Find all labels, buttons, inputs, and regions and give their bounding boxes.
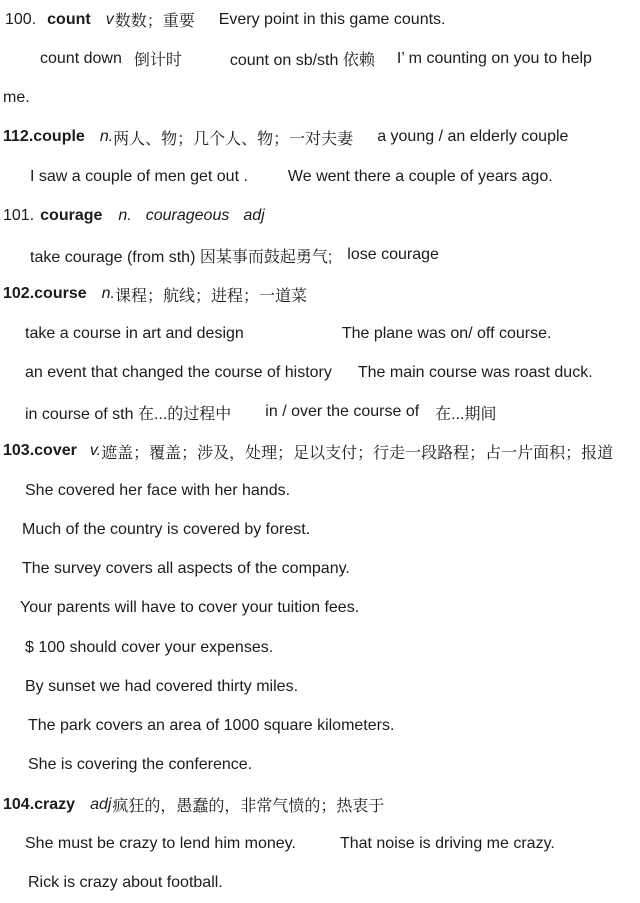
text-run: 104.crazy [3, 795, 76, 813]
text-run: an event that changed the course of history [25, 363, 332, 381]
vocab-line [0, 157, 640, 196]
vocab-line [0, 824, 640, 863]
vocab-line [0, 785, 640, 824]
text-run: adj [243, 206, 265, 224]
vocab-line [0, 79, 640, 118]
text-run: We went there a couple of years ago. [287, 167, 553, 185]
vocab-line [0, 667, 640, 706]
text-run: The main course was roast duck. [357, 363, 593, 381]
text-run: Much of the country is covered by forest. [22, 520, 311, 538]
text-run: count [47, 10, 91, 28]
text-run: in / over the course of [265, 403, 420, 421]
text-run: in course of sth 在...的过程中 [25, 405, 232, 423]
text-run: 遮盖；覆盖；涉及，处理；足以支付；行走一段路程；占一片面积；报道 [101, 444, 614, 462]
text-run: v [105, 10, 114, 28]
vocab-line [0, 707, 640, 746]
text-run: adj [90, 795, 112, 813]
text-run: I’ m counting on you to help [396, 49, 592, 67]
text-run: courageous [145, 206, 230, 224]
text-run: 两人、物；几个人、物；一对夫妻 [113, 130, 354, 148]
text-run: courage [40, 206, 103, 224]
vocab-line [0, 0, 640, 39]
text-run: 112.couple [3, 128, 85, 146]
text-run: That noise is driving me crazy. [339, 834, 555, 852]
text-run: take a course in art and design [25, 324, 244, 342]
text-run: She must be crazy to lend him money. [25, 834, 296, 852]
text-run: lose courage [347, 246, 439, 264]
vocab-line [0, 196, 640, 235]
vocab-line [0, 589, 640, 628]
vocab-line [0, 510, 640, 549]
vocab-entry-couple [0, 118, 640, 197]
vocab-line [0, 39, 640, 78]
text-run: 103.cover [3, 442, 77, 460]
text-run: I saw a couple of men get out . [30, 167, 248, 185]
text-run: Rick is crazy about football. [28, 874, 223, 892]
vocab-line [0, 275, 640, 314]
text-run: 倒计时 [133, 52, 182, 70]
text-run: 课程；航线；进程；一道菜 [114, 287, 307, 305]
vocab-line [0, 432, 640, 471]
text-run: She is covering the conference. [28, 756, 253, 774]
text-run: $ 100 should cover your expenses. [25, 638, 274, 656]
vocab-line [0, 314, 640, 353]
vocab-entry-crazy [0, 785, 640, 903]
vocab-line [0, 236, 640, 275]
vocab-line [0, 550, 640, 589]
text-run: 101. [3, 206, 35, 224]
vocab-line [0, 628, 640, 667]
text-run: The plane was on/ off course. [341, 324, 552, 342]
vocab-line [0, 393, 640, 432]
text-run: 在...期间 [435, 405, 497, 423]
text-run: 数数；重要 [114, 13, 195, 31]
text-run: n. [118, 206, 132, 224]
vocab-line [0, 118, 640, 157]
text-run: count on sb/sth 依赖 [229, 52, 375, 70]
vocab-entry-course [0, 275, 640, 432]
text-run: By sunset we had covered thirty miles. [25, 677, 299, 695]
vocab-line [0, 864, 640, 903]
vocab-entry-cover [0, 432, 640, 785]
text-run: n. [101, 285, 115, 303]
text-run: 102.course [3, 285, 87, 303]
text-run: take courage (from sth) 因某事而鼓起勇气; [30, 248, 333, 266]
vocab-line [0, 471, 640, 510]
text-run: 疯狂的，愚蠢的，非常气愤的；热衷于 [112, 798, 385, 816]
vocab-entry-courage [0, 196, 640, 275]
vocab-line [0, 353, 640, 392]
vocab-entry-count [0, 0, 640, 118]
text-run: count down [40, 49, 122, 67]
text-run: me. [3, 89, 30, 107]
text-run: v. [89, 442, 102, 460]
text-run: The park covers an area of 1000 square kilometers. [28, 717, 395, 735]
text-run: n. [99, 128, 114, 146]
text-run: Every point in this game counts. [218, 10, 446, 28]
vocab-line [0, 746, 640, 785]
text-run: The survey covers all aspects of the company. [22, 560, 350, 578]
text-run: Your parents will have to cover your tuition fees. [20, 599, 360, 617]
text-run: a young / an elderly couple [377, 128, 569, 146]
text-run: She covered her face with her hands. [25, 481, 291, 499]
text-run: 100. [5, 10, 37, 28]
